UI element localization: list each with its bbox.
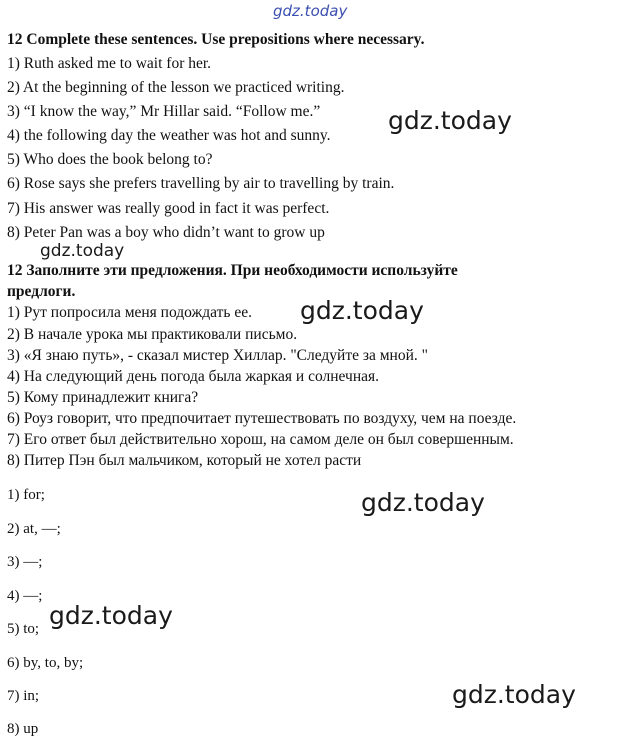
sentence-line: 4) the following day the weather was hot and sunny.	[7, 127, 331, 144]
watermark: gdz.today	[452, 680, 576, 709]
answer-line: 6) by, to, by;	[7, 655, 84, 671]
answer-line: 2) at, —;	[7, 521, 61, 537]
watermark: gdz.today	[361, 488, 485, 517]
exercise-heading-russian: 12 Заполните эти предложения. При необходимости используйте	[7, 262, 458, 279]
sentence-line: 2) At the beginning of the lesson we practiced writing.	[7, 79, 345, 96]
answer-line: 3) —;	[7, 554, 43, 570]
sentence-line: 8) Peter Pan was a boy who didn’t want to grow up	[7, 224, 325, 241]
sentence-line: 6) Rose says she prefers travelling by air to travelling by train.	[7, 175, 395, 192]
watermark: gdz.today	[40, 241, 125, 261]
translation-line: 1) Рут попросила меня подождать ее.	[7, 304, 252, 321]
sentence-line: 1) Ruth asked me to wait for her.	[7, 55, 212, 72]
translation-line: 8) Питер Пэн был мальчиком, который не хотел расти	[7, 452, 362, 469]
translation-line: 2) В начале урока мы практиковали письмо.	[7, 326, 298, 343]
sentence-line: 3) “I know the way,” Mr Hillar said. “Follow me.”	[7, 103, 321, 120]
watermark: gdz.today	[300, 296, 424, 325]
watermark: gdz.today	[388, 106, 512, 135]
answer-line: 5) to;	[7, 621, 40, 637]
answer-line: 1) for;	[7, 487, 45, 503]
translation-line: 4) На следующий день погода была жаркая и солнечная.	[7, 368, 380, 385]
sentence-line: 7) His answer was really good in fact it was perfect.	[7, 200, 330, 217]
watermark-logo-top: gdz.today	[273, 2, 348, 20]
answer-line: 8) up	[7, 721, 39, 737]
translation-line: 5) Кому принадлежит книга?	[7, 389, 199, 406]
watermark: gdz.today	[49, 601, 173, 630]
exercise-heading-english: 12 Complete these sentences. Use prepositions where necessary.	[7, 31, 425, 48]
sentence-line: 5) Who does the book belong to?	[7, 151, 213, 168]
answer-line: 4) —;	[7, 588, 43, 604]
translation-line: 7) Его ответ был действительно хорош, на самом деле он был совершенным.	[7, 431, 514, 448]
translation-line: 6) Роуз говорит, что предпочитает путешествовать по воздуху, чем на поезде.	[7, 410, 517, 427]
answer-line: 7) in;	[7, 688, 40, 704]
exercise-heading-russian-cont: предлоги.	[7, 283, 76, 300]
translation-line: 3) «Я знаю путь», - сказал мистер Хиллар. "Следуйте за мной. "	[7, 347, 428, 364]
